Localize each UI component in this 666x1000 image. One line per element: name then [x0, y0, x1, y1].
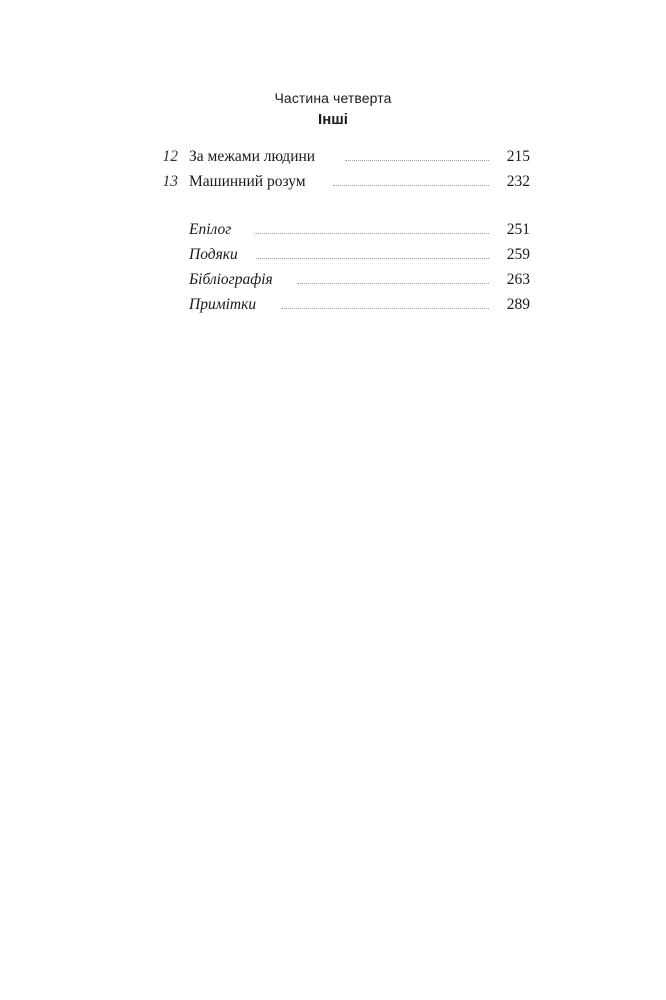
- back-matter-title: Епілог: [189, 221, 232, 238]
- toc-entry-chapter-13[interactable]: [0, 171, 666, 193]
- page-number: 215: [506, 148, 530, 165]
- chapter-title: За межами людини: [189, 148, 316, 165]
- toc-entry-notes[interactable]: [0, 294, 666, 316]
- chapter-title: Машинний розум: [189, 173, 306, 190]
- dot-leader: [345, 160, 489, 161]
- dot-leader: [281, 308, 489, 309]
- back-matter-title: Бібліографія: [189, 271, 273, 288]
- dot-leader: [333, 185, 489, 186]
- toc-entry-bibliography[interactable]: [0, 269, 666, 291]
- part-label: Частина четверта: [274, 90, 392, 106]
- back-matter-title: Подяки: [189, 246, 238, 263]
- page-number: 232: [506, 173, 530, 190]
- page-number: 289: [506, 296, 530, 313]
- chapter-number: 13: [162, 173, 178, 190]
- dot-leader: [297, 283, 489, 284]
- part-title: Інші: [318, 111, 348, 128]
- toc-entry-acknowledgements[interactable]: [0, 244, 666, 266]
- page-number: 251: [506, 221, 530, 238]
- dot-leader: [254, 233, 489, 234]
- back-matter-title: Примітки: [189, 296, 257, 313]
- page-number: 259: [506, 246, 530, 263]
- page-number: 263: [506, 271, 530, 288]
- toc-entry-epilogue[interactable]: [0, 219, 666, 241]
- chapter-number: 12: [162, 148, 178, 165]
- dot-leader: [256, 258, 489, 259]
- toc-entry-chapter-12[interactable]: [0, 146, 666, 168]
